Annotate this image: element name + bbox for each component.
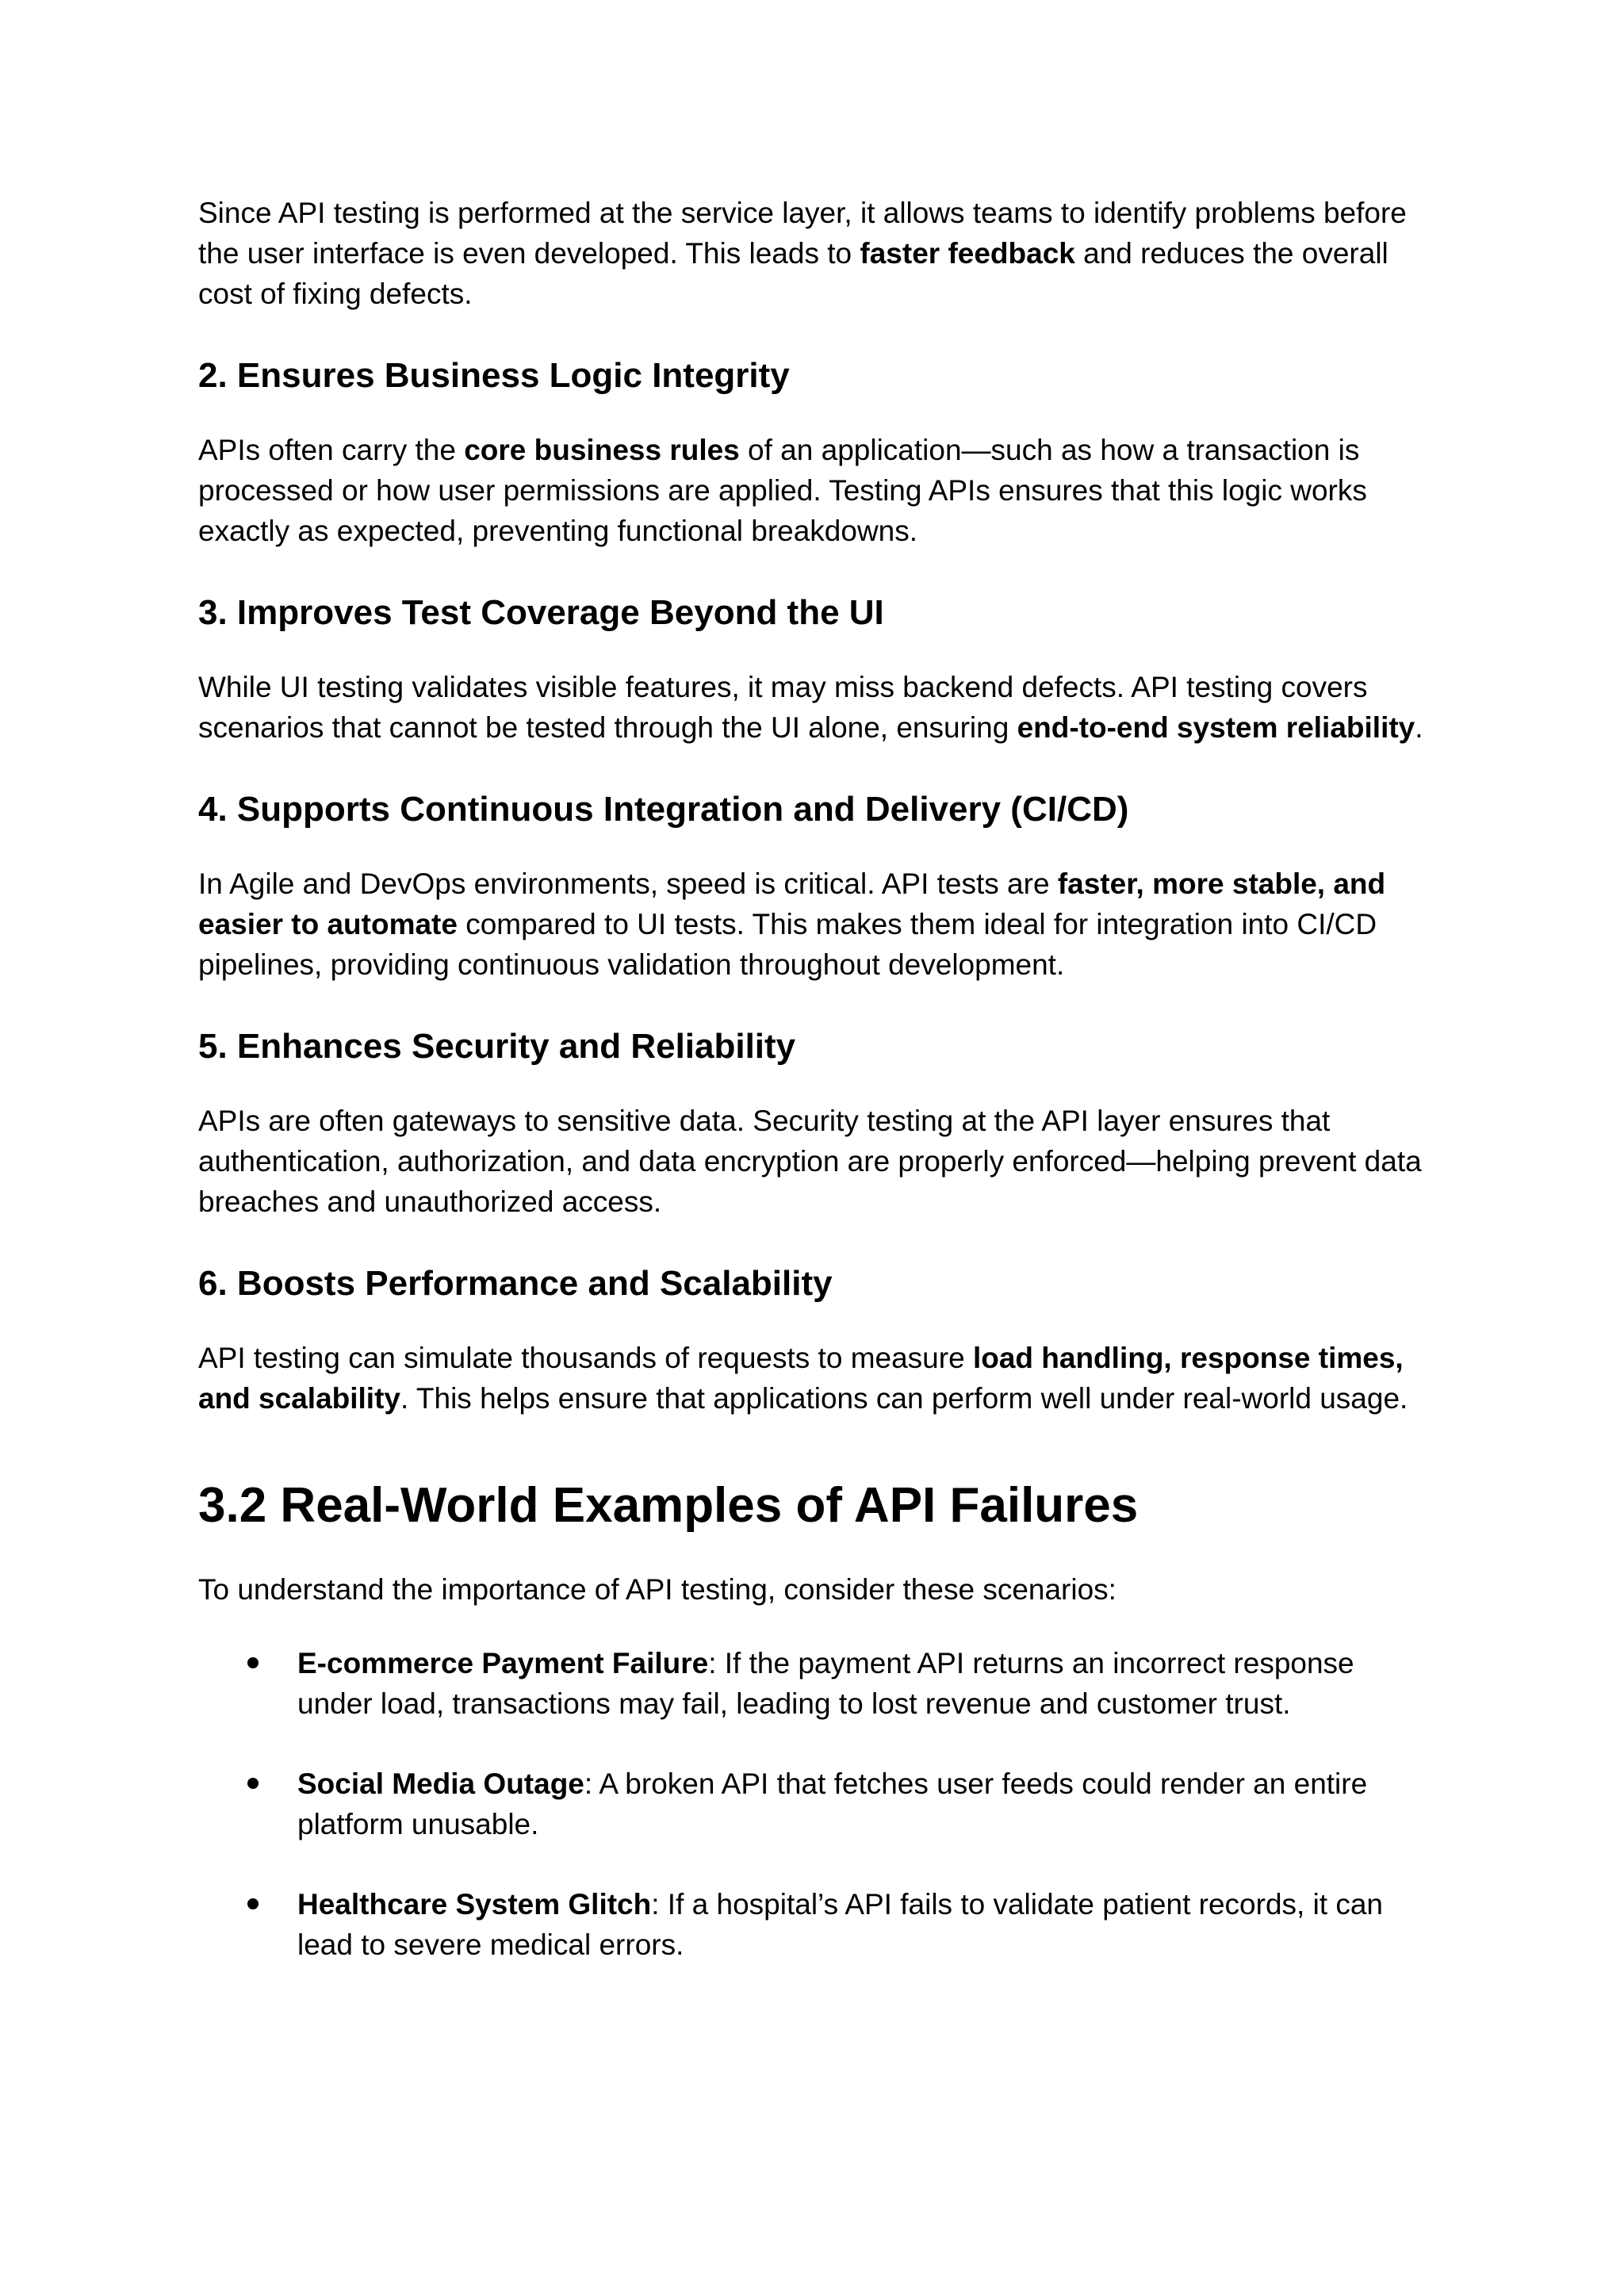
section-heading: 2. Ensures Business Logic Integrity bbox=[198, 356, 790, 395]
example-text: : If a hospital’s API fails to validate patient records, it can lead to severe medical errors. bbox=[297, 1888, 1384, 1961]
section-paragraph: While UI testing validates visible features, it may miss backend defects. API testing covers scenarios that cannot be tested through the UI alone, ensuring end-to-end system reliability. bbox=[198, 671, 1423, 744]
list-item bbox=[198, 1764, 1435, 1844]
section-performance bbox=[198, 1262, 1435, 1419]
section-paragraph: In Agile and DevOps environments, speed is critical. API tests are faster, more stable, and easier to automate compared to UI tests. This makes them ideal for integration into CI/CD pipelines, providing continuous validation throughout development. bbox=[198, 867, 1386, 981]
document-page bbox=[198, 193, 1435, 2005]
examples-list bbox=[198, 1643, 1435, 1965]
chapter-heading: 3.2 Real-World Examples of API Failures bbox=[198, 1478, 1139, 1533]
list-item bbox=[198, 1884, 1435, 1965]
section-heading: 3. Improves Test Coverage Beyond the UI bbox=[198, 593, 884, 632]
section-test-coverage bbox=[198, 591, 1435, 748]
bullet-icon bbox=[247, 1778, 259, 1789]
intro-bold: faster feedback bbox=[860, 237, 1075, 270]
intro-paragraph bbox=[198, 193, 1435, 314]
example-title: Social Media Outage bbox=[297, 1767, 584, 1800]
section-paragraph: APIs are often gateways to sensitive data. Security testing at the API layer ensures that authentication, authorization, and data encryption are properly enforced—helping prevent data breaches and unauthorized access. bbox=[198, 1105, 1422, 1218]
example-title: Healthcare System Glitch bbox=[297, 1888, 652, 1921]
section-ci-cd bbox=[198, 787, 1435, 985]
section-heading: 4. Supports Continuous Integration and Delivery (CI/CD) bbox=[198, 790, 1129, 829]
intro-text-1: Since API testing is performed at the service layer, it allows teams to identify problems before the user interface is even developed. This leads to bbox=[198, 197, 1407, 270]
example-text: : A broken API that fetches user feeds could render an entire platform unusable. bbox=[297, 1767, 1368, 1840]
example-text: : If the payment API returns an incorrect response under load, transactions may fail, leading to lost revenue and customer trust. bbox=[297, 1647, 1354, 1720]
example-title: E-commerce Payment Failure bbox=[297, 1647, 709, 1679]
section-heading: 5. Enhances Security and Reliability bbox=[198, 1027, 796, 1066]
section-business-logic bbox=[198, 354, 1435, 551]
bullet-icon bbox=[247, 1898, 259, 1909]
section-heading: 6. Boosts Performance and Scalability bbox=[198, 1264, 833, 1303]
section-security bbox=[198, 1024, 1435, 1222]
bullet-icon bbox=[247, 1657, 259, 1668]
section-paragraph: API testing can simulate thousands of requests to measure load handling, response times, and scalability. This helps ensure that applications can perform well under real-world usage. bbox=[198, 1342, 1408, 1415]
list-item bbox=[198, 1643, 1435, 1724]
intro-text-2: and reduces the overall cost of fixing defects. bbox=[198, 237, 1388, 310]
section-paragraph: APIs often carry the core business rules of an application—such as how a transaction is processed or how user permissions are applied. Testing APIs ensures that this logic works exactly as expected, preventing functional breakdowns. bbox=[198, 434, 1367, 547]
lead-paragraph: To understand the importance of API testing, consider these scenarios: bbox=[198, 1573, 1116, 1606]
